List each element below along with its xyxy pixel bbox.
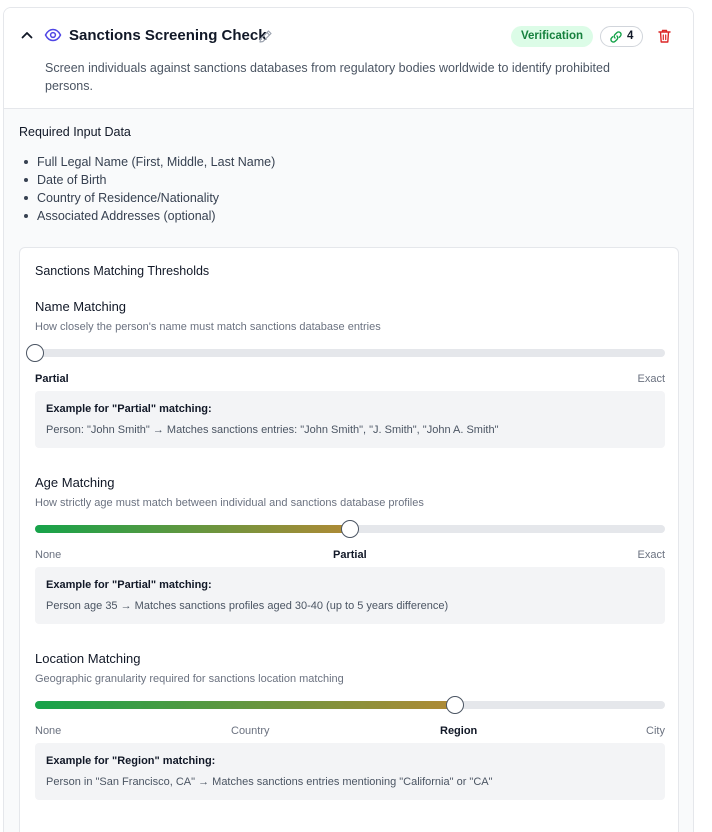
eye-icon[interactable] xyxy=(44,26,62,44)
example-box xyxy=(35,391,665,448)
section-subtitle: How strictly age must match between individual and sanctions database profiles xyxy=(35,497,424,509)
section-title: Age Matching xyxy=(35,475,115,490)
example-box xyxy=(35,567,665,624)
level-label-partial[interactable]: Partial xyxy=(333,549,367,561)
example-text: Person: "John Smith" → Matches sanctions entries: "John Smith", "J. Smith", "John A. Smith" xyxy=(46,424,499,436)
slider-fill xyxy=(35,525,350,533)
level-label-partial[interactable]: Partial xyxy=(35,373,69,385)
list-item: Country of Residence/Nationality xyxy=(19,189,275,207)
location-matching-slider[interactable] xyxy=(35,701,665,709)
list-item: Full Legal Name (First, Middle, Last Name) xyxy=(19,153,275,171)
example-box xyxy=(35,743,665,800)
link-icon xyxy=(609,30,623,44)
list-item: Date of Birth xyxy=(19,171,275,189)
level-label-region[interactable]: Region xyxy=(440,725,478,737)
linked-items-badge[interactable] xyxy=(600,26,643,47)
section-title: Name Matching xyxy=(35,299,127,314)
section-subtitle: Geographic granularity required for sanctions location matching xyxy=(35,673,344,685)
slider-thumb[interactable] xyxy=(26,344,44,362)
level-label-none[interactable]: None xyxy=(35,725,62,737)
example-text: Person age 35 → Matches sanctions profiles aged 30-40 (up to 5 years difference) xyxy=(46,600,449,612)
example-title: Example for "Region" matching: xyxy=(46,755,216,767)
name-matching-slider[interactable] xyxy=(35,349,665,357)
section-title: Location Matching xyxy=(35,651,141,666)
example-title: Example for "Partial" matching: xyxy=(46,403,212,415)
slider-fill xyxy=(35,701,455,709)
level-label-city[interactable]: City xyxy=(646,725,665,737)
thresholds-panel xyxy=(19,247,679,832)
check-header xyxy=(4,8,693,109)
age-matching-slider[interactable] xyxy=(35,525,665,533)
slider-thumb[interactable] xyxy=(341,520,359,538)
slider-thumb[interactable] xyxy=(446,696,464,714)
check-title: Sanctions Screening Check xyxy=(69,27,267,44)
required-input-list xyxy=(19,153,275,225)
check-card xyxy=(3,7,694,832)
example-title: Example for "Partial" matching: xyxy=(46,579,212,591)
example-text: Person in "San Francisco, CA" → Matches sanctions entries mentioning "California" or "CA" xyxy=(46,776,493,788)
level-label-country[interactable]: Country xyxy=(231,725,270,737)
chevron-up-icon[interactable] xyxy=(20,28,34,42)
category-badge: Verification xyxy=(511,26,593,47)
list-item: Associated Addresses (optional) xyxy=(19,207,275,225)
thresholds-title: Sanctions Matching Thresholds xyxy=(35,264,210,278)
trash-icon[interactable] xyxy=(657,28,672,44)
level-label-exact[interactable]: Exact xyxy=(637,373,665,385)
pencil-icon[interactable] xyxy=(258,29,273,44)
required-input-title: Required Input Data xyxy=(19,125,131,139)
level-label-exact[interactable]: Exact xyxy=(637,549,665,561)
check-description: Screen individuals against sanctions databases from regulatory bodies worldwide to identify prohibited persons. xyxy=(45,61,610,93)
level-label-none[interactable]: None xyxy=(35,549,62,561)
section-subtitle: How closely the person's name must match sanctions database entries xyxy=(35,321,381,333)
linked-count: 4 xyxy=(627,30,634,42)
